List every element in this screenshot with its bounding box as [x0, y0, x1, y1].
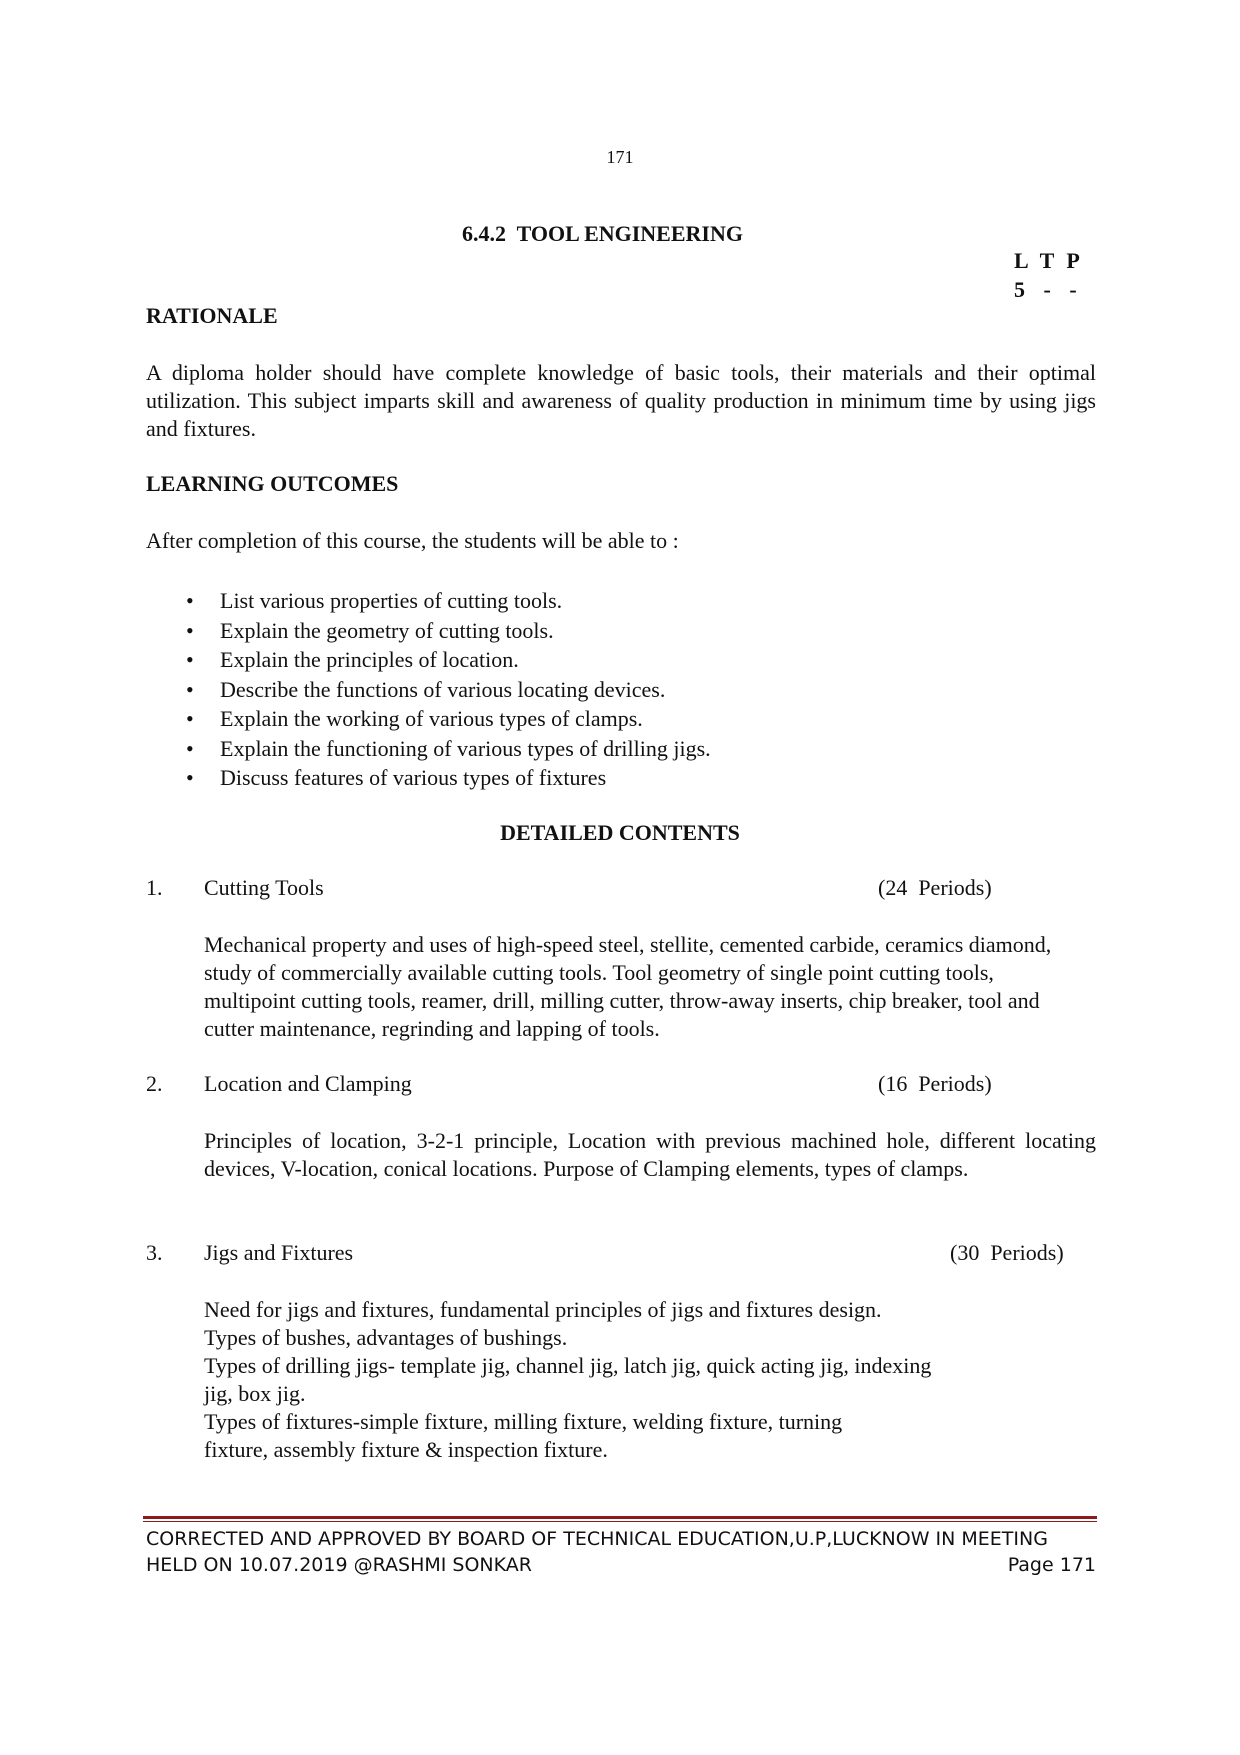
bullet-icon: • [186, 765, 194, 790]
footer-meeting-text: HELD ON 10.07.2019 @RASHMI SONKAR [146, 1554, 532, 1576]
footer-rule-thick [143, 1516, 1097, 1519]
section-body-line: Types of fixtures-simple fixture, milling fixture, welding fixture, turning [204, 1409, 843, 1434]
learning-outcomes-intro: After completion of this course, the students will be able to : [146, 528, 679, 553]
list-item: • Discuss features of various types of fixtures [146, 763, 711, 793]
bullet-icon: • [186, 706, 194, 731]
list-item: • Explain the functioning of various types of drilling jigs. [146, 734, 711, 764]
section-body: Principles of location, 3-2-1 principle, Location with previous machined hole, different locating devices, V-location, conical locations. Purpose of Clamping elements, types of clamps. [204, 1128, 1096, 1181]
bullet-icon: • [186, 617, 194, 643]
section-body-line: Need for jigs and fixtures, fundamental principles of jigs and fixtures design. [204, 1297, 882, 1322]
bullet-icon: • [186, 735, 194, 761]
footer-approval-line: CORRECTED AND APPROVED BY BOARD OF TECHNICAL EDUCATION,U.P,LUCKNOW IN MEETING [146, 1528, 1048, 1550]
learning-outcomes-heading: LEARNING OUTCOMES [146, 471, 399, 496]
section-body-line: jig, box jig. [204, 1381, 306, 1406]
section-body: Mechanical property and uses of high-speed steel, stellite, cemented carbide, ceramics diamond, study of commercially available cutting tools. Tool geometry of single point cutting tools, multipoint cutting tools, reamer, drill, milling cutter, throw-away inserts, chip breaker, tool and cutter maintenance, regrinding and lapping of tools. [204, 932, 1052, 1041]
ltp-header: L T P [1014, 248, 1081, 273]
bullet-icon: • [186, 647, 194, 672]
list-item: • Explain the working of various types of clamps. [146, 704, 711, 734]
list-item: • Explain the geometry of cutting tools. [146, 616, 711, 646]
section-body-line: Types of bushes, advantages of bushings. [204, 1325, 568, 1350]
section-title: Location and Clamping [204, 1071, 412, 1096]
list-item: • List various properties of cutting tools. [146, 586, 711, 616]
detailed-contents-heading: DETAILED CONTENTS [500, 820, 740, 845]
section-number: 2. [146, 1071, 163, 1096]
ltp-values: 5 - - [1014, 277, 1078, 302]
section-body-line: Types of drilling jigs- template jig, channel jig, latch jig, quick acting jig, indexing [204, 1353, 932, 1378]
list-item: • Describe the functions of various locating devices. [146, 675, 711, 705]
section-periods: (24 Periods) [878, 875, 992, 900]
list-item: • Explain the principles of location. [146, 645, 711, 675]
learning-outcomes-list [146, 586, 711, 793]
section-title: Jigs and Fixtures [204, 1240, 354, 1265]
page-number-top: 171 [606, 147, 634, 167]
rationale-heading: RATIONALE [146, 303, 278, 328]
bullet-icon: • [186, 676, 194, 702]
rationale-text: A diploma holder should have complete knowledge of basic tools, their materials and their optimal utilization. This subject imparts skill and awareness of quality production in minimum time by using jigs and fixtures. [146, 360, 1096, 441]
footer-meeting-line [146, 1552, 1096, 1578]
section-periods: (30 Periods) [950, 1240, 1064, 1265]
section-number: 1. [146, 875, 163, 900]
section-title: Cutting Tools [204, 875, 324, 900]
section-number: 3. [146, 1240, 163, 1265]
footer-page-label: Page 171 [1007, 1554, 1096, 1576]
footer-rule-thin [143, 1521, 1097, 1522]
section-body [204, 1296, 1096, 1464]
bullet-icon: • [186, 588, 194, 613]
section-periods: (16 Periods) [878, 1071, 992, 1096]
course-title: 6.4.2 TOOL ENGINEERING [462, 221, 743, 246]
section-body-line: fixture, assembly fixture & inspection fixture. [204, 1437, 608, 1462]
